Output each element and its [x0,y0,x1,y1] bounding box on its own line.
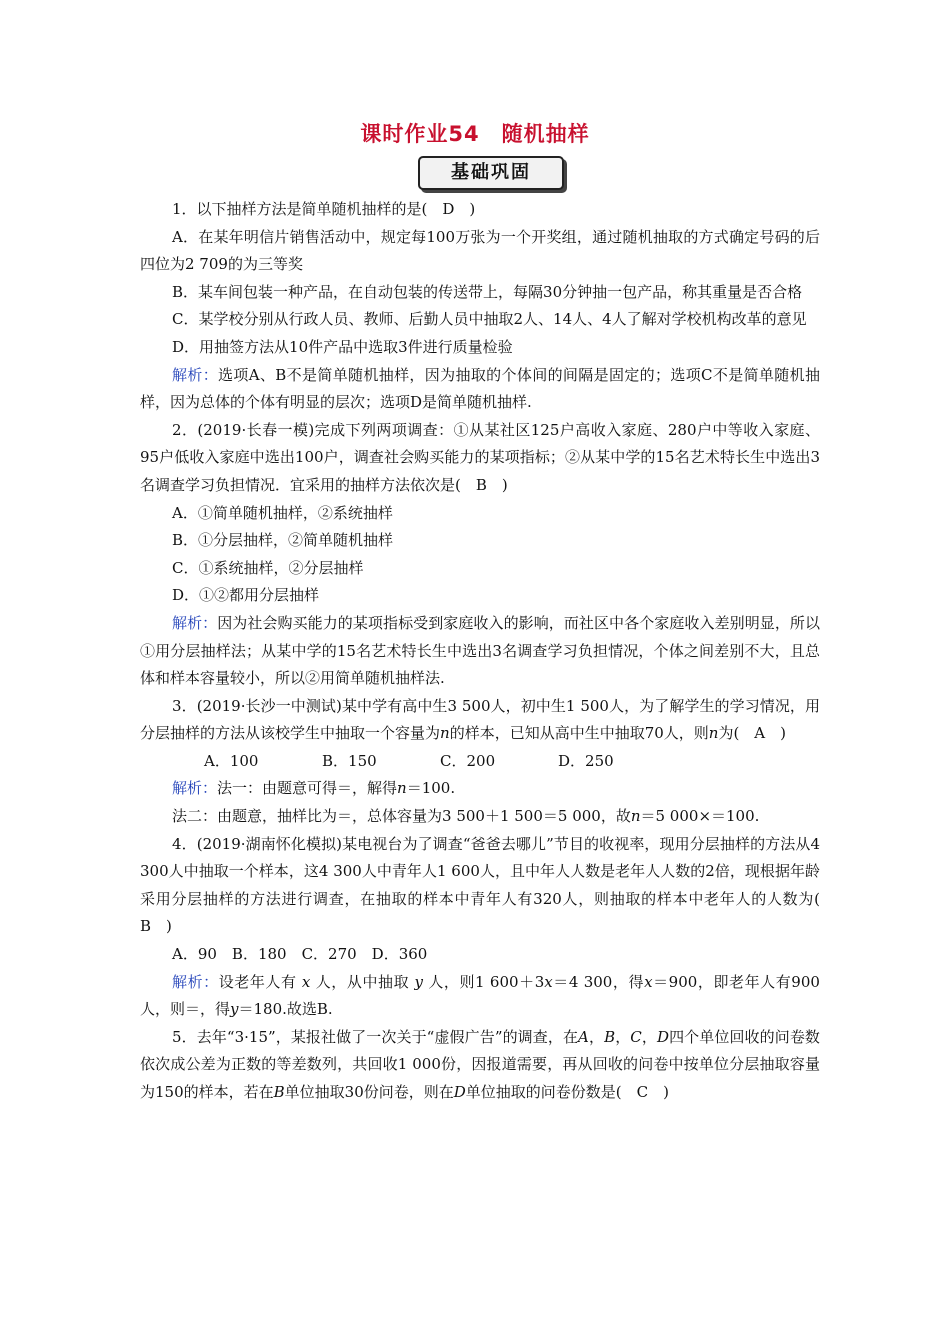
q1-analysis-text: 选项A、B不是简单随机抽样，因为抽取的个体间的间隔是固定的；选项C不是简单随机抽样，因为总体的个体有明显的层次；选项D是简单随机抽样. [140,365,820,412]
var-c: C [630,1027,642,1046]
var-d: D [453,1083,466,1101]
q3-options [140,748,820,776]
q3-option-a: A．100 [204,751,259,770]
q5-stem-part: 四个单位回收的问卷数依次成公差为正数的等差数列，共回收1 000份，因报道需要，再从回收的问卷中按单位分层抽取容量为150的样本，若在 [140,1027,820,1101]
analysis-label: 解析： [172,613,218,632]
q5-stem-part: 5．去年“3·15”，某报社做了一次关于“虚假广告”的调查，在 [172,1027,579,1046]
analysis-label: 解析： [172,972,219,991]
q5-stem-part: 单位抽取30份问卷，则在 [284,1083,454,1101]
var-n: n [440,724,450,743]
q4-options: A．90 B．180 C．270 D．360 [172,945,428,964]
var-n: n [708,724,719,743]
q4-analysis-part: ＝4 300，得 [552,972,645,991]
q1-option-c: C．某学校分别从行政人员、教师、后勤人员中抽取2人、14人、4人了解对学校机构改革的意见 [172,310,807,329]
q5-stem-part: 单位抽取的问卷份数是( C ) [465,1083,669,1101]
var-x: x [544,972,553,991]
q3-analysis-part: 法一：由题意可得＝，解得 [217,779,398,798]
q5-stem [140,1024,820,1107]
section-badge: 基础巩固 [418,156,564,190]
q3-analysis-part: ＝100. [406,779,456,798]
q4-analysis [140,969,820,1024]
var-y: y [230,1000,239,1019]
var-a: A [578,1027,589,1046]
q1-option-d: D．用抽签方法从10件产品中选取3件进行质量检验 [172,337,513,356]
q3-stem-part: 的样本，已知从高中生中抽取70人，则 [449,724,709,743]
q5-sep: ， [615,1027,631,1046]
q4-analysis-part: ＝900，即老年人有900人，则＝，得 [140,972,820,1019]
var-b: B [273,1083,285,1101]
page-title [0,118,950,148]
var-n: n [397,779,407,798]
q1-option-b: B．某车间包装一种产品，在自动包装的传送带上，每隔30分钟抽一包产品，称其重量是否合格 [172,282,803,301]
q2-option-a: A．①简单随机抽样，②系统抽样 [172,503,393,522]
var-x: x [301,972,311,991]
q4-analysis-part: ＝180.故选B. [238,1000,333,1019]
q4-analysis-part: 人，则1 600＋3 [428,972,545,991]
q1-option-a: A．在某年明信片销售活动中，规定每100万张为一个开奖组，通过随机抽取的方式确定号码的后四位为2 709的为三等奖 [140,227,820,274]
q1-analysis [140,362,820,417]
var-y: y [414,972,423,991]
var-b: B [604,1027,616,1046]
q1-stem: 1．以下抽样方法是简单随机抽样的是( D ) [172,200,476,218]
q3-method-two [140,803,820,831]
title-part-b: 随机抽样 [501,122,590,146]
var-x: x [644,972,653,991]
q2-stem: 2．(2019·长春一模)完成下列两项调查：①从某社区125户高收入家庭、280户中等收入家庭、95户低收入家庭中选出100户，调查社会购买能力的某项指标；②从某中学的15名艺术特长生中选出3名调查学习负担情况．宜采用的抽样方法依次是( B ) [140,420,820,494]
q2-analysis-text: 因为社会购买能力的某项指标受到家庭收入的影响，而社区中各个家庭收入差别明显，所以①用分层抽样法；从某中学的15名艺术特长生中选出3名调查学习负担情况，个体之间差别不大，且总体和样本容量较小，所以②用简单随机抽样法. [140,613,820,688]
var-d: D [656,1027,669,1046]
q3-stem-part: 3．(2019·长沙一中测试)某中学有高中生3 500人，初中生1 500人，为了解学生的学习情况，用分层抽样的方法从该校学生中抽取一个容量为 [140,696,820,743]
q4-analysis-part: 人，从中抽取 [315,972,410,991]
q3-method-part: ＝5 000×＝100. [640,807,760,826]
q5-sep: ， [588,1027,605,1046]
q5-sep: ， [641,1027,657,1046]
content-body [140,196,836,1107]
title-part-a: 课时作业54 [360,122,480,146]
q3-analysis [140,775,820,803]
q4-analysis-part: 设老年人有 [218,972,297,991]
q3-method-part: 法二：由题意，抽样比为＝，总体容量为3 500＋1 500＝5 000，故 [172,807,631,826]
q4-stem: 4．(2019·湖南怀化模拟)某电视台为了调查“爸爸去哪儿”节目的收视率，现用分层抽样的方法从4 300人中抽取一个样本，这4 300人中青年人1 600人，且中年人人数是老年人人数的2倍，现根据年龄采用分层抽样的方法进行调查，在抽取的样本中青年人有320人，则抽取的样本中老年人的人数为( B ) [140,834,836,936]
q3-option-b: B．150 [322,751,377,770]
q3-option-c: C．200 [440,751,496,770]
analysis-label: 解析： [172,365,219,384]
q3-stem [140,693,820,748]
var-n: n [630,807,641,826]
q3-option-d: D．250 [558,751,614,770]
q2-option-b: B．①分层抽样，②简单随机抽样 [172,531,394,550]
analysis-label: 解析： [172,779,218,798]
q2-option-d: D．①②都用分层抽样 [172,586,320,605]
q2-analysis [140,610,820,693]
q3-stem-part: 为( A ) [718,724,786,743]
q2-option-c: C．①系统抽样，②分层抽样 [172,558,364,577]
